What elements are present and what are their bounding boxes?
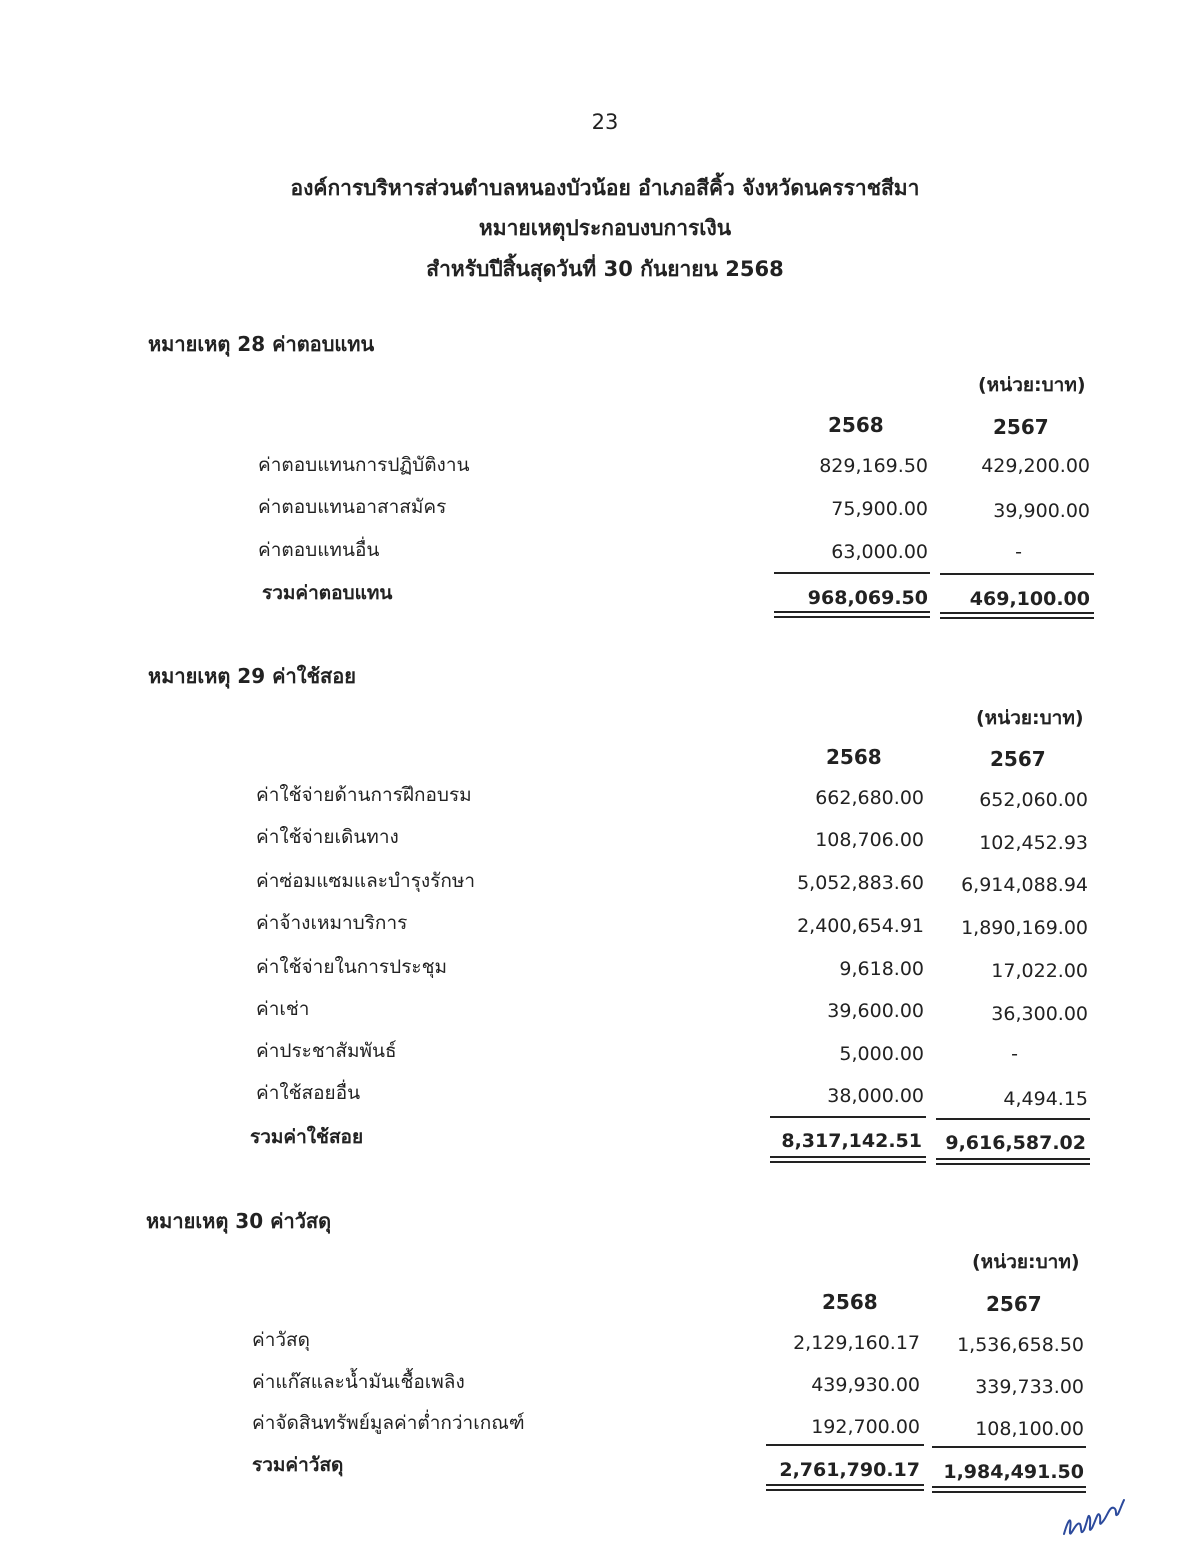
note-29-title: หมายเหตุ 29 ค่าใช้สอย	[148, 664, 356, 688]
note-29-row-value-2568: 9,618.00	[839, 958, 924, 980]
note-29-row-label: ค่าใช้จ่ายด้านการฝึกอบรม	[256, 784, 472, 806]
note-29-total-value-2567: 9,616,587.02	[945, 1132, 1086, 1154]
note-29-row-label: ค่าใช้จ่ายเดินทาง	[256, 826, 399, 848]
note-30-row-label: ค่าแก๊สและน้ำมันเชื้อเพลิง	[252, 1371, 465, 1393]
note-29-row-value-2567: 17,022.00	[991, 960, 1088, 982]
note-30-row-label: ค่าวัสดุ	[252, 1329, 310, 1351]
note-29-total-label: รวมค่าใช้สอย	[250, 1126, 364, 1148]
note-30-subtotal-rule	[766, 1444, 924, 1446]
note-29-row-value-2568: 39,600.00	[827, 1000, 924, 1022]
note-29-subtotal-rule	[770, 1116, 926, 1118]
note-28-total-double-rule	[774, 611, 930, 618]
note-29-row-value-2567: 652,060.00	[979, 789, 1088, 811]
note-30-row-value-2568: 439,930.00	[811, 1374, 920, 1396]
note-28-total-value-2567: 469,100.00	[969, 588, 1090, 610]
note-28-subtotal-rule	[774, 572, 930, 574]
note-30-row-value-2567: 108,100.00	[975, 1418, 1084, 1440]
note-30-total-label: รวมค่าวัสดุ	[252, 1454, 344, 1476]
note-28-total-value-2568: 968,069.50	[807, 587, 928, 609]
note-29-row-value-2567: 102,452.93	[979, 832, 1088, 854]
note-28-row-label: ค่าตอบแทนอาสาสมัคร	[258, 496, 447, 518]
note-29-total-value-2568: 8,317,142.51	[781, 1130, 922, 1152]
document-title-heading: หมายเหตุประกอบงบการเงิน	[478, 216, 732, 240]
note-30-row-value-2568: 192,700.00	[811, 1416, 920, 1438]
note-28-row-label: ค่าตอบแทนการปฏิบัติงาน	[258, 454, 470, 476]
note-28-row-value-2567: 429,200.00	[981, 455, 1090, 477]
note-30-year-prior: 2567	[986, 1292, 1042, 1316]
note-29-row-value-2567: 4,494.15	[1003, 1088, 1088, 1110]
note-30-row-value-2567: 1,536,658.50	[957, 1334, 1084, 1356]
note-29-row-value-2567: 1,890,169.00	[961, 917, 1088, 939]
note-28-year-prior: 2567	[993, 415, 1049, 439]
note-29-row-label: ค่าใช้สอยอื่น	[256, 1082, 361, 1104]
note-28-row-label: ค่าตอบแทนอื่น	[258, 539, 380, 561]
note-30-row-label: ค่าจัดสินทรัพย์มูลค่าต่ำกว่าเกณฑ์	[252, 1412, 525, 1434]
page-number: 23	[591, 110, 619, 134]
note-28-row-value-2568: 63,000.00	[831, 541, 928, 563]
note-28-total-double-rule	[940, 612, 1094, 619]
note-30-total-value-2568: 2,761,790.17	[779, 1459, 920, 1481]
note-30-total-value-2567: 1,984,491.50	[943, 1461, 1084, 1483]
note-29-year-prior: 2567	[990, 747, 1046, 771]
note-29-row-value-2567: 6,914,088.94	[961, 874, 1088, 896]
org-name-heading: องค์การบริหารส่วนตำบลหนองบัวน้อย อำเภอสีคิ้ว จังหวัดนครราชสีมา	[290, 176, 920, 200]
note-29-year-current: 2568	[826, 745, 882, 769]
note-29-subtotal-rule	[936, 1118, 1090, 1120]
note-29-row-value-2567: 36,300.00	[991, 1003, 1088, 1025]
note-29-row-value-2568: 108,706.00	[815, 829, 924, 851]
note-29-row-value-2568: 5,052,883.60	[797, 872, 924, 894]
note-30-total-double-rule	[766, 1484, 924, 1491]
note-28-row-value-2567: -	[1015, 541, 1022, 563]
note-29-unit: (หน่วย:บาท)	[976, 707, 1084, 729]
note-28-row-value-2568: 75,900.00	[831, 498, 928, 520]
note-29-row-value-2568: 5,000.00	[839, 1043, 924, 1065]
note-29-row-value-2568: 2,400,654.91	[797, 915, 924, 937]
note-29-row-label: ค่าเช่า	[256, 998, 310, 1020]
note-28-row-value-2567: 39,900.00	[993, 500, 1090, 522]
period-heading: สำหรับปีสิ้นสุดวันที่ 30 กันยายน 2568	[426, 257, 784, 281]
note-29-row-label: ค่าซ่อมแซมและบำรุงรักษา	[256, 870, 476, 892]
note-29-row-label: ค่าจ้างเหมาบริการ	[256, 912, 408, 934]
note-29-row-label: ค่าประชาสัมพันธ์	[256, 1040, 397, 1062]
note-29-row-value-2567: -	[1011, 1043, 1018, 1065]
note-30-title: หมายเหตุ 30 ค่าวัสดุ	[146, 1209, 332, 1233]
note-28-title: หมายเหตุ 28 ค่าตอบแทน	[148, 332, 375, 356]
note-28-unit: (หน่วย:บาท)	[978, 374, 1086, 396]
note-28-subtotal-rule	[940, 573, 1094, 575]
note-29-total-double-rule	[770, 1156, 926, 1163]
handwritten-signature	[1058, 1490, 1128, 1550]
note-30-year-current: 2568	[822, 1290, 878, 1314]
note-28-total-label: รวมค่าตอบแทน	[262, 582, 393, 604]
note-30-row-value-2567: 339,733.00	[975, 1376, 1084, 1398]
note-29-total-double-rule	[936, 1158, 1090, 1165]
note-29-row-value-2568: 662,680.00	[815, 787, 924, 809]
note-28-row-value-2568: 829,169.50	[819, 455, 928, 477]
note-30-unit: (หน่วย:บาท)	[972, 1251, 1080, 1273]
note-29-row-label: ค่าใช้จ่ายในการประชุม	[256, 956, 448, 978]
note-30-subtotal-rule	[932, 1446, 1086, 1448]
note-29-row-value-2568: 38,000.00	[827, 1085, 924, 1107]
note-28-year-current: 2568	[828, 413, 884, 437]
note-30-row-value-2568: 2,129,160.17	[793, 1332, 920, 1354]
